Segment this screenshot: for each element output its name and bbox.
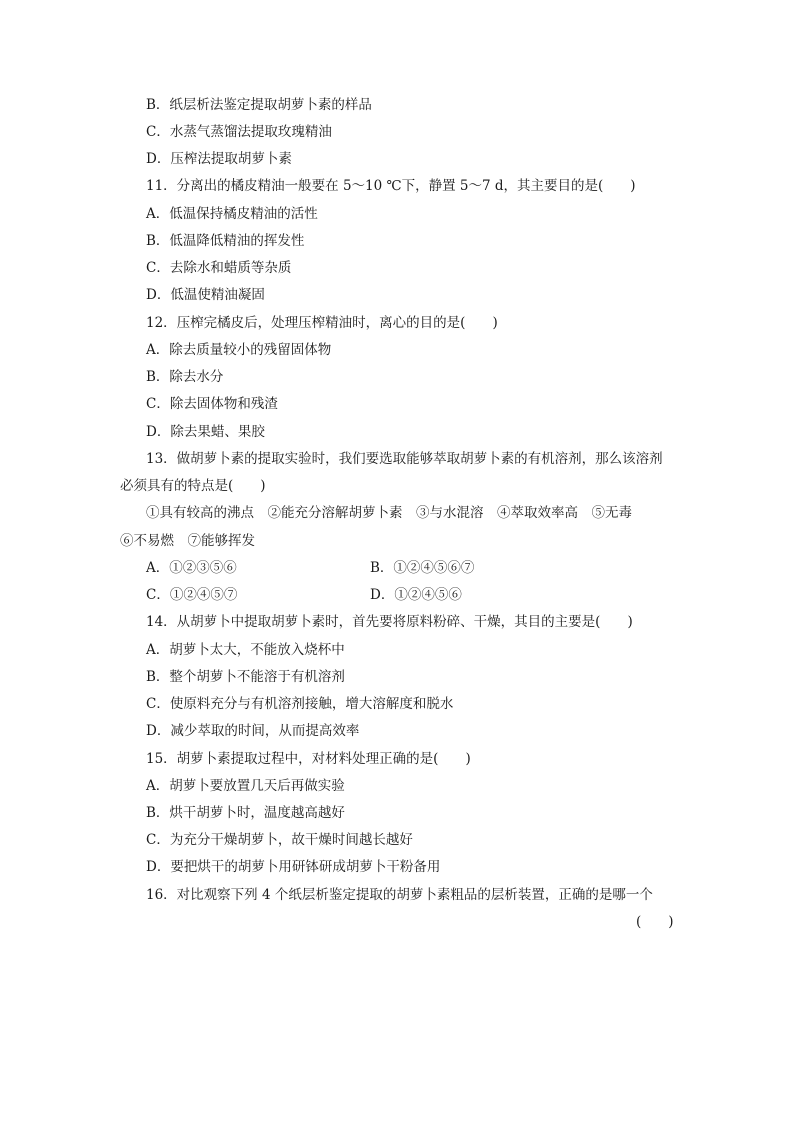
question-13-line2: 必须具有的特点是( )	[120, 478, 266, 494]
question-16: 16．对比观察下列 4 个纸层析鉴定提取的胡萝卜素粗品的层析装置，正确的是哪一个	[146, 887, 653, 903]
q14-option-b: B．整个胡萝卜不能溶于有机溶剂	[146, 669, 345, 685]
question-13-features-line1: ①具有较高的沸点 ②能充分溶解胡萝卜素 ③与水混溶 ④萃取效率高 ⑤无毒	[146, 505, 632, 521]
q12-option-d: D．除去果蜡、果胶	[146, 424, 265, 440]
question-14: 14．从胡萝卜中提取胡萝卜素时，首先要将原料粉碎、干燥，其目的主要是( )	[146, 614, 633, 630]
question-16-answer-bracket: ( )	[636, 914, 674, 930]
q11-option-a: A．低温保持橘皮精油的活性	[146, 206, 318, 222]
q13-option-b: B．①②④⑤⑥⑦	[370, 560, 475, 576]
question-15: 15．胡萝卜素提取过程中，对材料处理正确的是( )	[146, 751, 471, 767]
question-13-features-line2: ⑥不易燃 ⑦能够挥发	[120, 533, 255, 549]
q13-option-d: D．①②④⑤⑥	[370, 587, 462, 603]
question-11: 11．分离出的橘皮精油一般要在 5～10 ℃下，静置 5～7 d，其主要目的是( )	[146, 178, 636, 194]
q14-option-a: A．胡萝卜太大，不能放入烧杯中	[146, 642, 345, 658]
q11-option-b: B．低温降低精油的挥发性	[146, 233, 305, 249]
q15-option-c: C．为充分干燥胡萝卜，故干燥时间越长越好	[146, 832, 413, 848]
question-13-line1: 13．做胡萝卜素的提取实验时，我们要选取能够萃取胡萝卜素的有机溶剂，那么该溶剂	[146, 451, 663, 467]
option-c-steam-distillation: C．水蒸气蒸馏法提取玫瑰精油	[146, 124, 332, 140]
q11-option-d: D．低温使精油凝固	[146, 287, 265, 303]
q13-option-a: A．①②③⑤⑥	[146, 560, 237, 576]
q15-option-d: D．要把烘干的胡萝卜用研钵研成胡萝卜干粉备用	[146, 859, 441, 875]
q12-option-b: B．除去水分	[146, 369, 224, 385]
q12-option-a: A．除去质量较小的残留固体物	[146, 342, 332, 358]
q12-option-c: C．除去固体物和残渣	[146, 396, 278, 412]
option-d-pressing: D．压榨法提取胡萝卜素	[146, 151, 292, 167]
q15-option-b: B．烘干胡萝卜时，温度越高越好	[146, 805, 345, 821]
question-12: 12．压榨完橘皮后，处理压榨精油时，离心的目的是( )	[146, 315, 498, 331]
q13-option-c: C．①②④⑤⑦	[146, 587, 238, 603]
q14-option-d: D．减少萃取的时间，从而提高效率	[146, 723, 360, 739]
q15-option-a: A．胡萝卜要放置几天后再做实验	[146, 778, 345, 794]
q14-option-c: C．使原料充分与有机溶剂接触，增大溶解度和脱水	[146, 696, 454, 712]
option-b-paper-chromatography: B．纸层析法鉴定提取胡萝卜素的样品	[146, 97, 372, 113]
q11-option-c: C．去除水和蜡质等杂质	[146, 260, 292, 276]
